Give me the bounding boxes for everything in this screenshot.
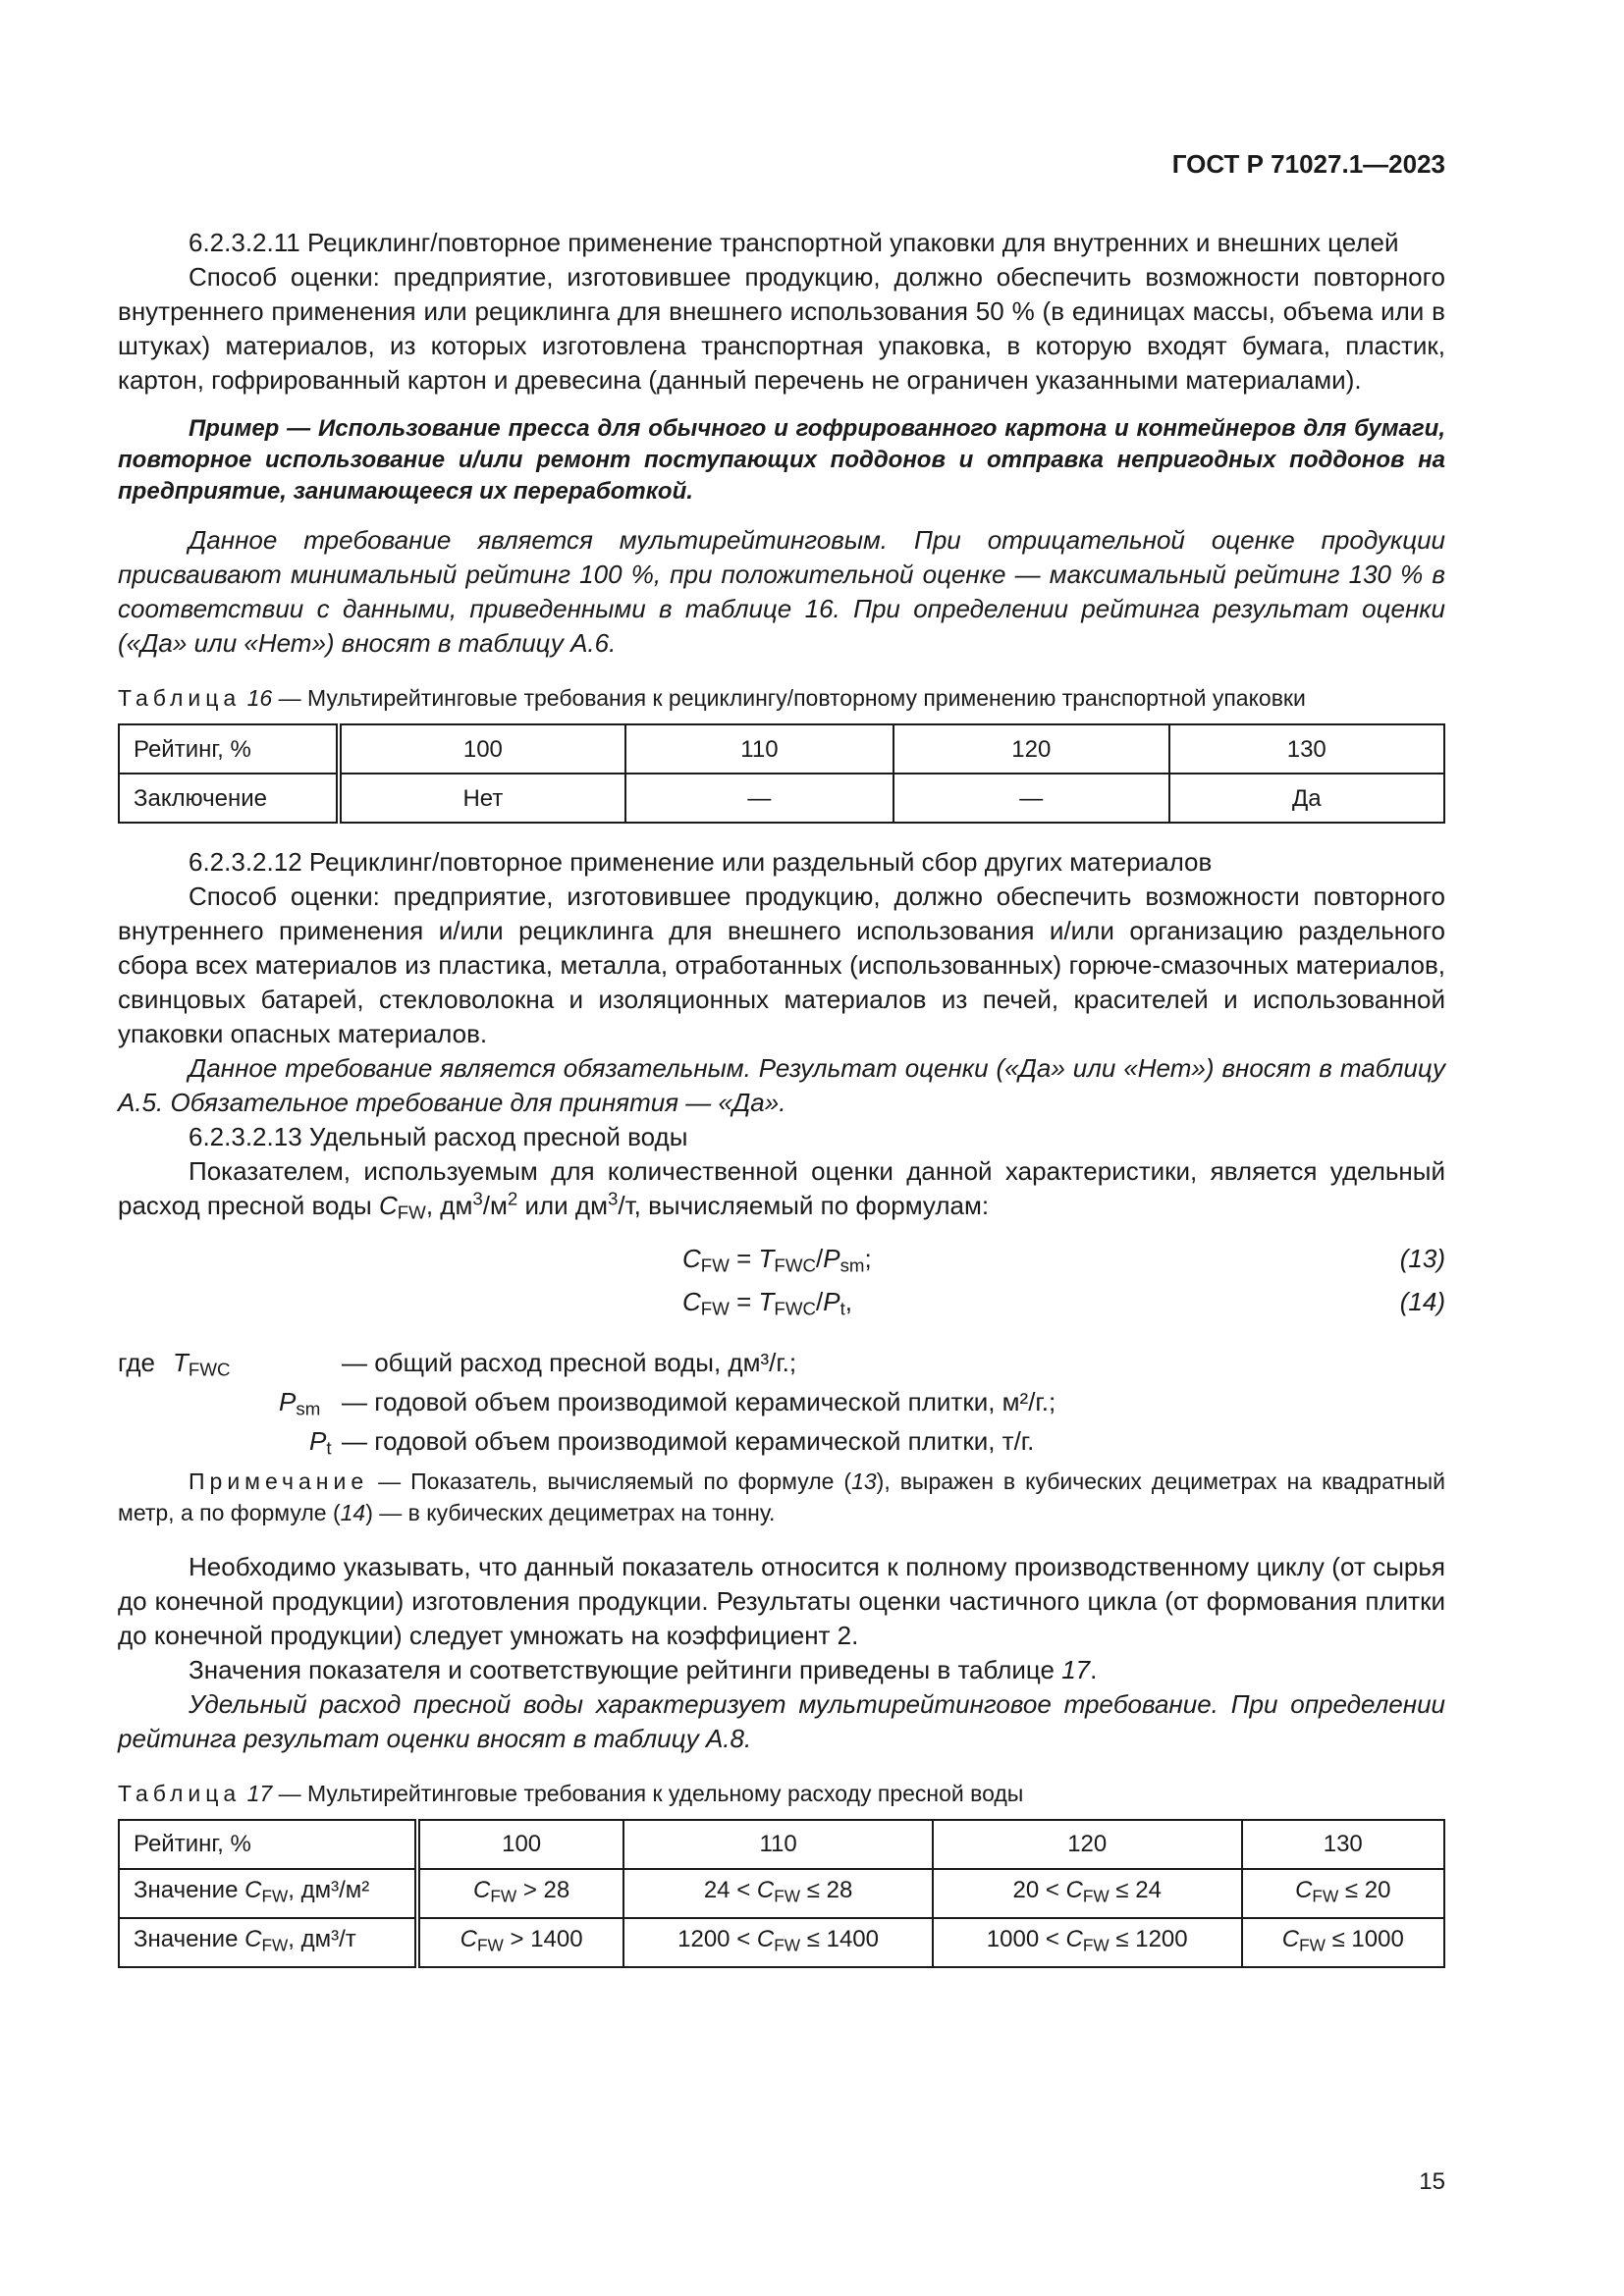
table-cell: 110	[623, 1820, 933, 1869]
rating-note-12: Данное требование является обязательным. Результат оценки («Да» или «Нет») вносят в таблицу А.5. Обязательное требование для принятия — «Да».	[118, 1053, 1445, 1117]
table-cell: Рейтинг, %	[119, 1820, 417, 1869]
table-cell: 110	[625, 724, 893, 774]
cell-text: ≤ 1400	[806, 1926, 879, 1953]
intro-end: /т, вычисляемый по формулам:	[618, 1191, 990, 1220]
table-cell: —	[893, 774, 1168, 823]
legend-description: — общий расход пресной воды, дм³/г.;	[342, 1347, 797, 1377]
table-row	[119, 1869, 1444, 1918]
formula-expression: $C_{FW} = T_{FWC}/P_{sm}$;	[682, 1243, 872, 1276]
paragraph-text: .	[1090, 1654, 1098, 1684]
cell-text: 20 <	[1012, 1877, 1059, 1904]
cell-text: > 1400	[510, 1926, 583, 1953]
note-text: — Показатель, вычисляемый по формуле (	[368, 1468, 852, 1494]
example-paragraph: Пример — Использование пресса для обычного и гофрированного картона и контейнеров для бумаги, повторное использование и/или ремонт поступающих поддонов и отправка непригодных поддонов на предприятие, занимающееся их переработкой.	[118, 415, 1445, 505]
table-cell: 130	[1242, 1820, 1444, 1869]
formula-ref: 14	[340, 1499, 366, 1525]
cell-text: ≤ 20	[1344, 1877, 1391, 1904]
table-number: 17	[246, 1780, 273, 1806]
cell-text: ≤ 1200	[1115, 1926, 1188, 1953]
page-number: 15	[1419, 2168, 1445, 2195]
formula-ref: 13	[851, 1468, 877, 1494]
formula-legend	[118, 1344, 1445, 1462]
table-title: — Мультирейтинговые требования к рециклингу/повторному применению транспортной упаковки	[278, 685, 1306, 711]
table-cell: 130	[1169, 724, 1444, 774]
table-cell: 100	[417, 1820, 623, 1869]
table-row	[119, 774, 1444, 823]
table-cell: Заключение	[119, 774, 339, 823]
table-row	[119, 724, 1444, 774]
legend-where: где	[118, 1347, 155, 1377]
formula-number: (14)	[1399, 1286, 1445, 1316]
note-text: ), выражен в кубических дециметрах на квадратный метр, а по формуле (	[118, 1468, 1445, 1525]
cell-text: ≤ 24	[1115, 1877, 1162, 1904]
table-cell: $24 < C_{FW} \le 28$	[623, 1869, 933, 1918]
table-cell: $C_{FW} \le 1000$	[1242, 1918, 1444, 1967]
cell-unit: , дм³/т	[288, 1926, 356, 1953]
cell-text: ≤ 1000	[1331, 1926, 1404, 1953]
cycle-paragraph: Необходимо указывать, что данный показатель относится к полному производственному циклу (от сырья до конечной продукции) изготовления продукции. Результаты оценки частичного цикла (от формования плитки до конечной продукции) следует умножать на коэффициент 2.	[118, 1551, 1445, 1650]
formula-number: (13)	[1399, 1243, 1445, 1273]
assessment-method-11: Способ оценки: предприятие, изготовившее продукцию, должно обеспечить возможности повторного внутреннего применения или рециклинга для внешнего использования 50 % (в единицах массы, объема или в штуках) материалов, из которых изготовлена транспортная упаковка, в которую входят бумага, пластик, картон, гофрированный картон и древесина (данный перечень не ограничен указанными материалами).	[118, 262, 1445, 395]
table-ref: 17	[1061, 1654, 1091, 1684]
indicator-intro: Показателем, используемым для количественной оценки данной характеристики, является удельный расход пресной воды $C_{FW}$, $дм^3/м^2$ или $дм^3/т$, вычисляемый по формулам:	[118, 1156, 1445, 1223]
legend-row	[118, 1383, 1445, 1422]
table-cell: Да	[1169, 774, 1444, 823]
cell-text: 24 <	[703, 1877, 751, 1904]
table-number: 16	[246, 685, 273, 711]
table-label: Таблица	[118, 685, 242, 711]
legend-symbol: $P_{sm}$	[279, 1386, 321, 1419]
table-17-caption	[118, 1778, 1445, 1809]
table-cell: $C_{FW} > 1400$	[417, 1918, 623, 1967]
legend-description: — годовой объем производимой керамической плитки, т/г.	[342, 1425, 1035, 1456]
formula-13	[118, 1238, 1445, 1281]
legend-row	[118, 1422, 1445, 1462]
legend-row	[118, 1344, 1445, 1383]
table-title: — Мультирейтинговые требования к удельному расходу пресной воды	[278, 1780, 1024, 1806]
table-16-caption	[118, 682, 1445, 714]
paragraph-text: Значения показателя и соответствующие рейтинги приведены в таблице	[189, 1654, 1062, 1684]
note-text: ) — в кубических дециметрах на тонну.	[365, 1499, 776, 1525]
table-row	[119, 1918, 1444, 1967]
table-cell: $1200 < C_{FW} \le 1400$	[623, 1918, 933, 1967]
table-cell: $C_{FW} > 28$	[417, 1869, 623, 1918]
intro-mid: или дм	[517, 1191, 608, 1220]
formula-expression: $C_{FW} = T_{FWC}/P_t$,	[682, 1286, 852, 1319]
note-label: Примечание	[189, 1468, 369, 1494]
assessment-method-12: Способ оценки: предприятие, изготовившее продукцию, должно обеспечить возможности повторного внутреннего применения и/или рециклинга для внешнего использования и/или организацию раздельного сбора всех материалов из пластика, металла, отработанных (использованных) горюче-смазочных материалов, свинцовых батарей, стекловолокна и изоляционных материалов из печей, красителей и использованной упаковки опасных материалов.	[118, 881, 1445, 1048]
page-body	[118, 226, 1445, 1968]
table-cell: Нет	[339, 774, 625, 823]
section-heading-11: 6.2.3.2.11 Рециклинг/повторное применение транспортной упаковки для внутренних и внешних целей	[189, 228, 1399, 257]
cell-text: Значение	[134, 1926, 239, 1953]
table-row	[119, 1820, 1444, 1869]
table-cell: $C_{FW} \le 20$	[1242, 1869, 1444, 1918]
intro-text: Показателем, используемым для количественной оценки данной характеристики, является удельный расход пресной воды	[118, 1156, 1445, 1220]
legend-description: — годовой объем производимой керамической плитки, м²/г.;	[342, 1386, 1056, 1416]
formula-14	[118, 1281, 1445, 1324]
cell-text: 1200 <	[677, 1926, 751, 1953]
table-reference-paragraph	[118, 1653, 1445, 1687]
legend-symbol: $T_{FWC}$	[173, 1347, 231, 1380]
section-heading-13: 6.2.3.2.13 Удельный расход пресной воды	[189, 1122, 688, 1151]
rating-note-11: Данное требование является мультирейтинговым. При отрицательной оценке продукции присваивают минимальный рейтинг 100 %, при положительной оценке — максимальный рейтинг 130 % в соответствии с данными, приведенными в таблице 16. При определении рейтинга результат оценки («Да» или «Нет») вносят в таблицу А.6.	[118, 525, 1445, 658]
document-id: ГОСТ Р 71027.1—2023	[1171, 149, 1445, 179]
table-17	[118, 1819, 1445, 1968]
table-16	[118, 723, 1445, 824]
table-cell: $1000 < C_{FW} \le 1200$	[933, 1918, 1242, 1967]
cell-unit: , дм³/м²	[288, 1877, 370, 1904]
rating-note-13: Удельный расход пресной воды характеризует мультирейтинговое требование. При определении рейтинга результат оценки вносят в таблицу А.8.	[118, 1688, 1445, 1753]
section-heading-12: 6.2.3.2.12 Рециклинг/повторное применение или раздельный сбор других материалов	[189, 847, 1213, 877]
table-cell: 120	[933, 1820, 1242, 1869]
table-cell: —	[625, 774, 893, 823]
cell-text: > 28	[522, 1877, 570, 1904]
cell-text: ≤ 28	[806, 1877, 853, 1904]
table-cell: Рейтинг, %	[119, 724, 339, 774]
table-cell: Значение $C_{FW}$, дм³/м²	[119, 1869, 417, 1918]
table-cell: Значение $C_{FW}$, дм³/т	[119, 1918, 417, 1967]
cell-text: 1000 <	[986, 1926, 1059, 1953]
table-cell: 100	[339, 724, 625, 774]
legend-symbol: $P_t$	[309, 1425, 332, 1459]
table-cell: $20 < C_{FW} \le 24$	[933, 1869, 1242, 1918]
note	[118, 1466, 1445, 1528]
intro-unit: , дм	[425, 1191, 473, 1220]
table-cell: 120	[893, 724, 1168, 774]
cell-text: Значение	[134, 1877, 239, 1904]
table-label: Таблица	[118, 1780, 242, 1806]
